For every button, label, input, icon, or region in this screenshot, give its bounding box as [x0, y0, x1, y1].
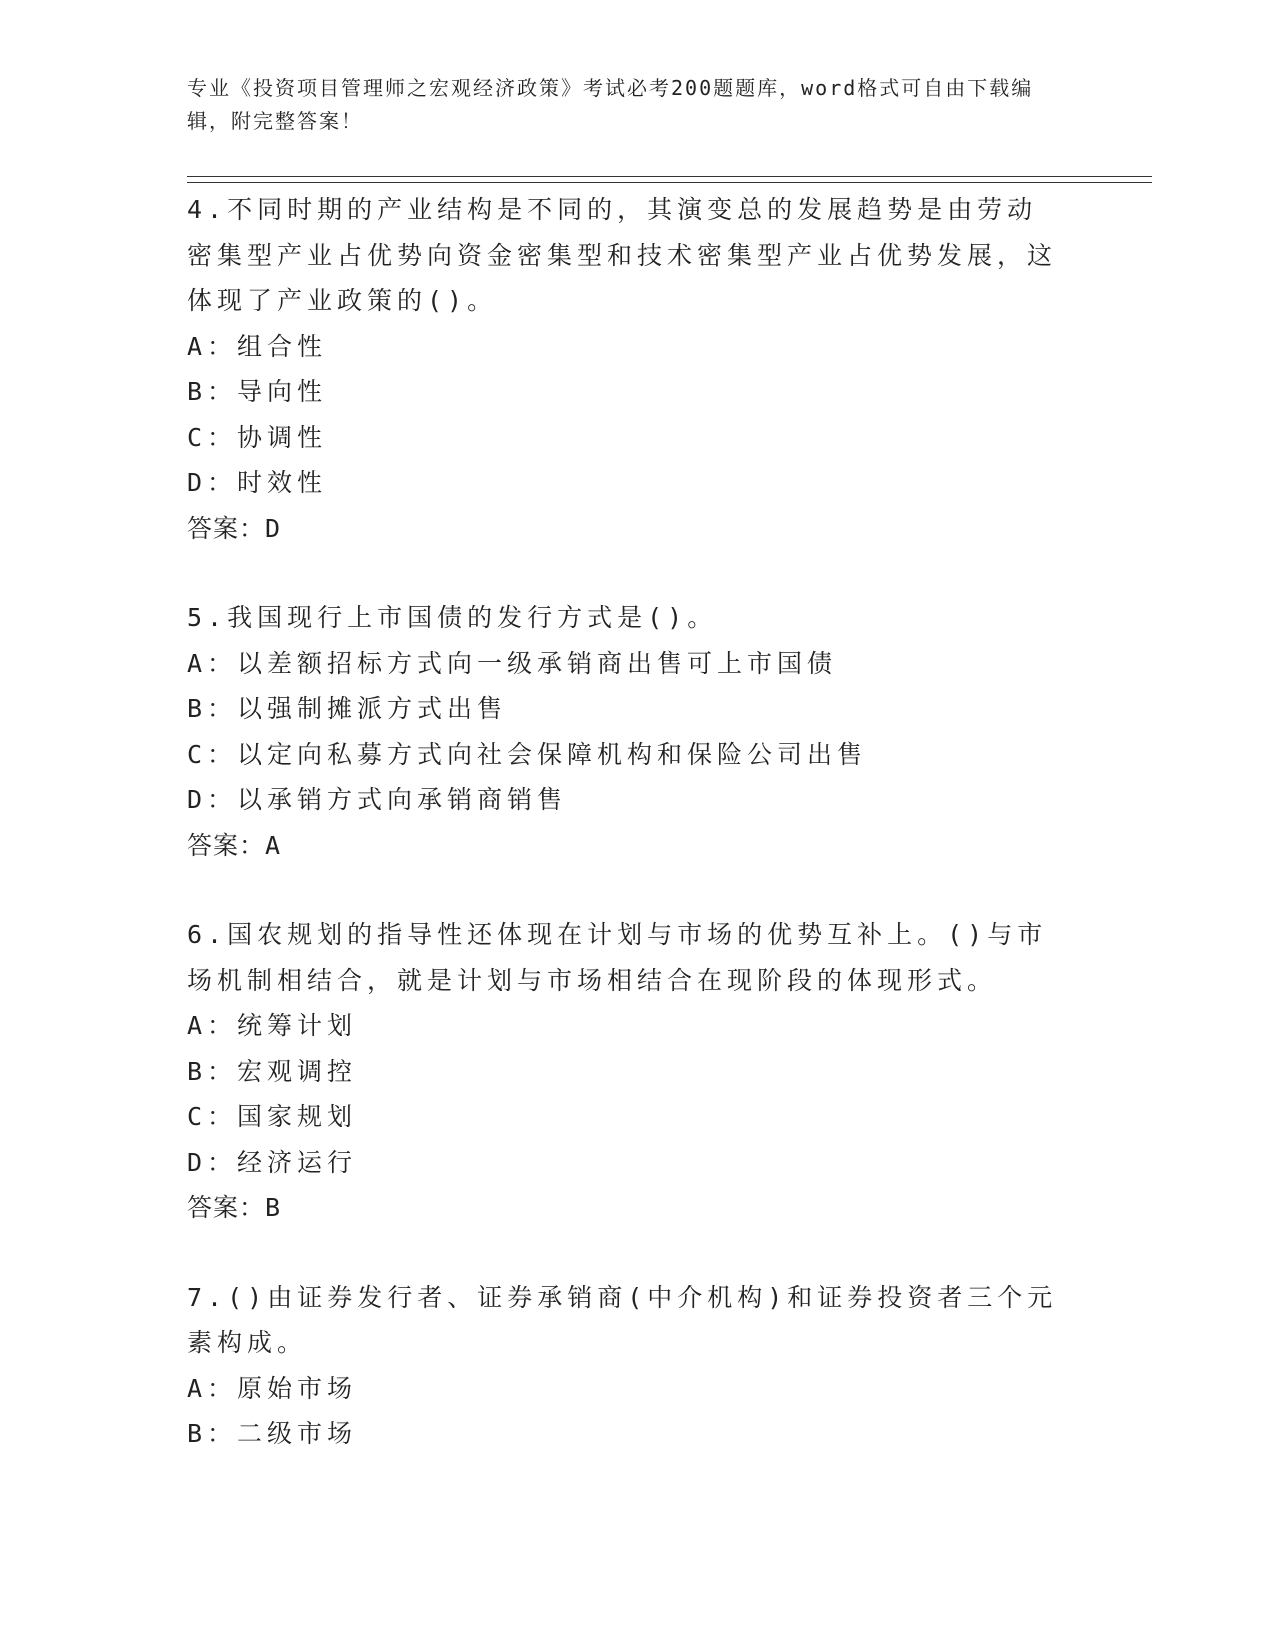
- option-c: C：国家规划: [187, 1102, 358, 1131]
- option-c: C：协调性: [187, 422, 328, 452]
- header-divider-top: [187, 176, 1152, 177]
- option-d: D：以承销方式向承销商销售: [187, 785, 568, 814]
- answer-text: 答案：D: [187, 513, 282, 543]
- option-d: D：时效性: [187, 468, 328, 497]
- option-a: A：原始市场: [187, 1373, 358, 1403]
- option-b: B：二级市场: [187, 1419, 358, 1448]
- header-divider-bottom: [187, 182, 1152, 183]
- option-b: B：以强制摊派方式出售: [187, 694, 508, 723]
- question-text: 4.不同时期的产业结构是不同的，其演变总的发展趋势是由劳动密集型产业占优势向资金密集型和技术密集型产业占优势发展，这体现了产业政策的()。: [187, 195, 1058, 315]
- question-text: 6.国农规划的指导性还体现在计划与市场的优势互补上。()与市场机制相结合，就是计划与市场相结合在现阶段的体现形式。: [187, 920, 1048, 995]
- option-a: A：组合性: [187, 331, 328, 361]
- question-text: 7.()由证券发行者、证券承销商(中介机构)和证券投资者三个元素构成。: [187, 1282, 1058, 1357]
- option-b: B：导向性: [187, 377, 328, 406]
- question-4: [187, 187, 1067, 551]
- option-a: A：统筹计划: [187, 1011, 358, 1040]
- question-list: [187, 187, 1067, 1501]
- question-text: 5.我国现行上市国债的发行方式是()。: [187, 603, 718, 632]
- option-c: C：以定向私募方式向社会保障机构和保险公司出售: [187, 739, 868, 769]
- option-a: A：以差额招标方式向一级承销商出售可上市国债: [187, 648, 838, 678]
- option-b: B：宏观调控: [187, 1056, 358, 1086]
- answer-text: 答案：B: [187, 1193, 282, 1222]
- option-d: D：经济运行: [187, 1147, 358, 1177]
- question-6: [187, 912, 1067, 1231]
- question-5: [187, 595, 1067, 868]
- answer-text: 答案：A: [187, 830, 282, 860]
- document-header: 专业《投资项目管理师之宏观经济政策》考试必考200题题库，word格式可自由下载编辑，附完整答案！: [187, 76, 1034, 133]
- question-7: [187, 1275, 1067, 1457]
